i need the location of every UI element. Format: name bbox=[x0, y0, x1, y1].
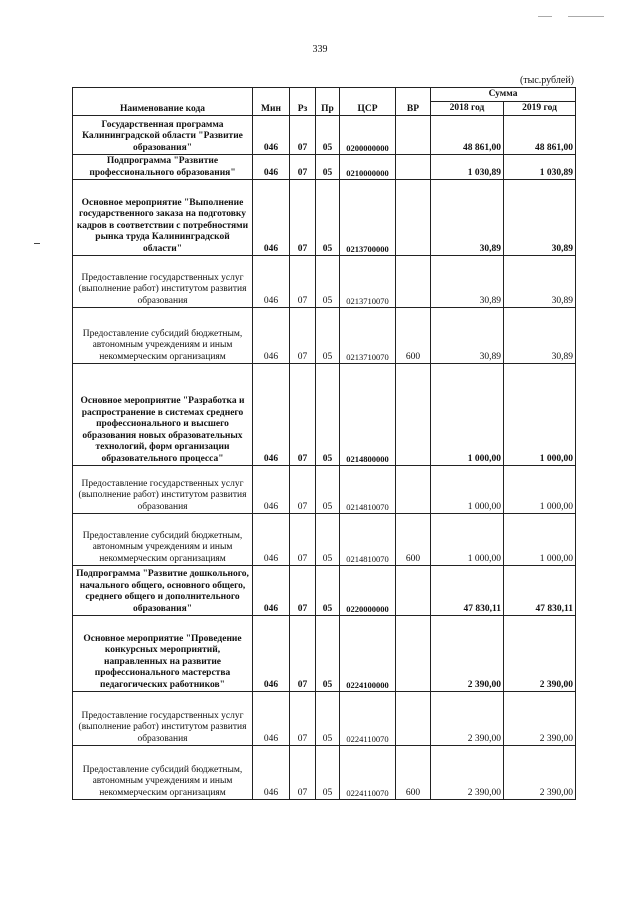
row-min: 046 bbox=[253, 566, 290, 616]
page-number: 339 bbox=[312, 44, 328, 55]
row-min: 046 bbox=[253, 180, 290, 256]
row-rz: 07 bbox=[290, 180, 316, 256]
row-name: Подпрограмма "Развитие профессионального образования" bbox=[73, 155, 253, 180]
table-row bbox=[73, 566, 576, 616]
row-2018: 2 390,00 bbox=[431, 746, 504, 800]
row-name: Предоставление субсидий бюджетным, автономным учреждениям и иным некоммерческим организациям bbox=[73, 746, 253, 800]
row-csr: 0200000000 bbox=[340, 116, 396, 155]
header-rz: Рз bbox=[290, 88, 316, 116]
row-csr: 0210000000 bbox=[340, 155, 396, 180]
row-rz: 07 bbox=[290, 616, 316, 692]
row-min: 046 bbox=[253, 692, 290, 746]
row-vr bbox=[396, 566, 431, 616]
row-min: 046 bbox=[253, 256, 290, 308]
row-2019: 30,89 bbox=[504, 308, 576, 364]
row-vr: 600 bbox=[396, 308, 431, 364]
header-pr: Пр bbox=[316, 88, 340, 116]
row-min: 046 bbox=[253, 466, 290, 514]
row-name: Предоставление субсидий бюджетным, автономным учреждениям и иным некоммерческим организациям bbox=[73, 308, 253, 364]
row-2018: 1 000,00 bbox=[431, 364, 504, 466]
row-2018: 1 000,00 bbox=[431, 466, 504, 514]
row-vr bbox=[396, 256, 431, 308]
table-row bbox=[73, 616, 576, 692]
row-pr: 05 bbox=[316, 692, 340, 746]
row-2018: 2 390,00 bbox=[431, 616, 504, 692]
row-min: 046 bbox=[253, 364, 290, 466]
row-2019: 47 830,11 bbox=[504, 566, 576, 616]
row-2019: 2 390,00 bbox=[504, 616, 576, 692]
row-vr bbox=[396, 116, 431, 155]
row-csr: 0213710070 bbox=[340, 256, 396, 308]
row-pr: 05 bbox=[316, 256, 340, 308]
row-min: 046 bbox=[253, 616, 290, 692]
row-name: Предоставление государственных услуг (выполнение работ) институтом развития образования bbox=[73, 692, 253, 746]
row-2019: 2 390,00 bbox=[504, 692, 576, 746]
row-name: Государственная программа Калининградской области "Развитие образования" bbox=[73, 116, 253, 155]
scan-mark bbox=[538, 16, 552, 17]
table-row bbox=[73, 155, 576, 180]
row-name: Основное мероприятие "Разработка и распространение в системах среднего профессионального и высшего образования новых образовательных технологий, форм организации образовательного процесса" bbox=[73, 364, 253, 466]
row-pr: 05 bbox=[316, 308, 340, 364]
row-2019: 30,89 bbox=[504, 180, 576, 256]
row-name: Предоставление государственных услуг (выполнение работ) институтом развития образования bbox=[73, 466, 253, 514]
row-2018: 1 000,00 bbox=[431, 514, 504, 566]
row-2018: 48 861,00 bbox=[431, 116, 504, 155]
budget-table bbox=[72, 87, 576, 800]
scan-mark bbox=[34, 243, 40, 244]
row-name: Подпрограмма "Развитие дошкольного, начального общего, основного общего, среднего общего и дополнительного образования" bbox=[73, 566, 253, 616]
row-name: Основное мероприятие "Выполнение государственного заказа на подготовку кадров в соответствии с потребностями рынка труда Калининградской области" bbox=[73, 180, 253, 256]
row-min: 046 bbox=[253, 116, 290, 155]
row-rz: 07 bbox=[290, 466, 316, 514]
row-name: Предоставление субсидий бюджетным, автономным учреждениям и иным некоммерческим организациям bbox=[73, 514, 253, 566]
row-rz: 07 bbox=[290, 308, 316, 364]
row-min: 046 bbox=[253, 746, 290, 800]
row-vr bbox=[396, 466, 431, 514]
row-vr bbox=[396, 692, 431, 746]
row-2019: 1 030,89 bbox=[504, 155, 576, 180]
row-rz: 07 bbox=[290, 746, 316, 800]
header-vr: ВР bbox=[396, 88, 431, 116]
row-vr: 600 bbox=[396, 746, 431, 800]
row-csr: 0224110070 bbox=[340, 692, 396, 746]
table-row bbox=[73, 256, 576, 308]
row-pr: 05 bbox=[316, 180, 340, 256]
table-row bbox=[73, 180, 576, 256]
row-vr bbox=[396, 616, 431, 692]
row-vr bbox=[396, 155, 431, 180]
row-pr: 05 bbox=[316, 746, 340, 800]
row-min: 046 bbox=[253, 155, 290, 180]
row-pr: 05 bbox=[316, 514, 340, 566]
header-2019: 2019 год bbox=[504, 102, 576, 116]
row-rz: 07 bbox=[290, 155, 316, 180]
table-row bbox=[73, 116, 576, 155]
header-2018: 2018 год bbox=[431, 102, 504, 116]
row-csr: 0213700000 bbox=[340, 180, 396, 256]
row-2019: 1 000,00 bbox=[504, 364, 576, 466]
row-vr bbox=[396, 364, 431, 466]
row-2018: 1 030,89 bbox=[431, 155, 504, 180]
row-csr: 0214810070 bbox=[340, 514, 396, 566]
row-2018: 30,89 bbox=[431, 308, 504, 364]
row-csr: 0224100000 bbox=[340, 616, 396, 692]
table-row bbox=[73, 308, 576, 364]
row-2019: 2 390,00 bbox=[504, 746, 576, 800]
row-min: 046 bbox=[253, 308, 290, 364]
row-2018: 30,89 bbox=[431, 256, 504, 308]
row-pr: 05 bbox=[316, 566, 340, 616]
row-vr bbox=[396, 180, 431, 256]
header-csr: ЦСР bbox=[340, 88, 396, 116]
table-row bbox=[73, 364, 576, 466]
table-row bbox=[73, 466, 576, 514]
row-2019: 48 861,00 bbox=[504, 116, 576, 155]
unit-label: (тыс.рублей) bbox=[519, 75, 574, 86]
row-pr: 05 bbox=[316, 155, 340, 180]
header-name: Наименование кода bbox=[73, 88, 253, 116]
row-rz: 07 bbox=[290, 364, 316, 466]
row-csr: 0220000000 bbox=[340, 566, 396, 616]
row-csr: 0214810070 bbox=[340, 466, 396, 514]
row-name: Предоставление государственных услуг (выполнение работ) институтом развития образования bbox=[73, 256, 253, 308]
header-sum: Сумма bbox=[431, 88, 576, 102]
row-csr: 0214800000 bbox=[340, 364, 396, 466]
row-rz: 07 bbox=[290, 256, 316, 308]
header-min: Мин bbox=[253, 88, 290, 116]
row-2019: 1 000,00 bbox=[504, 514, 576, 566]
row-rz: 07 bbox=[290, 692, 316, 746]
row-pr: 05 bbox=[316, 116, 340, 155]
row-pr: 05 bbox=[316, 466, 340, 514]
row-min: 046 bbox=[253, 514, 290, 566]
row-2018: 30,89 bbox=[431, 180, 504, 256]
row-2018: 2 390,00 bbox=[431, 692, 504, 746]
row-vr: 600 bbox=[396, 514, 431, 566]
row-2019: 30,89 bbox=[504, 256, 576, 308]
row-pr: 05 bbox=[316, 364, 340, 466]
row-pr: 05 bbox=[316, 616, 340, 692]
scan-mark bbox=[568, 16, 604, 17]
table-row bbox=[73, 746, 576, 800]
row-name: Основное мероприятие "Проведение конкурсных мероприятий, направленных на развитие профессионального мастерства педагогических работников" bbox=[73, 616, 253, 692]
row-2018: 47 830,11 bbox=[431, 566, 504, 616]
row-rz: 07 bbox=[290, 116, 316, 155]
row-rz: 07 bbox=[290, 514, 316, 566]
row-csr: 0213710070 bbox=[340, 308, 396, 364]
row-rz: 07 bbox=[290, 566, 316, 616]
table-row bbox=[73, 514, 576, 566]
row-2019: 1 000,00 bbox=[504, 466, 576, 514]
table-row bbox=[73, 692, 576, 746]
row-csr: 0224110070 bbox=[340, 746, 396, 800]
